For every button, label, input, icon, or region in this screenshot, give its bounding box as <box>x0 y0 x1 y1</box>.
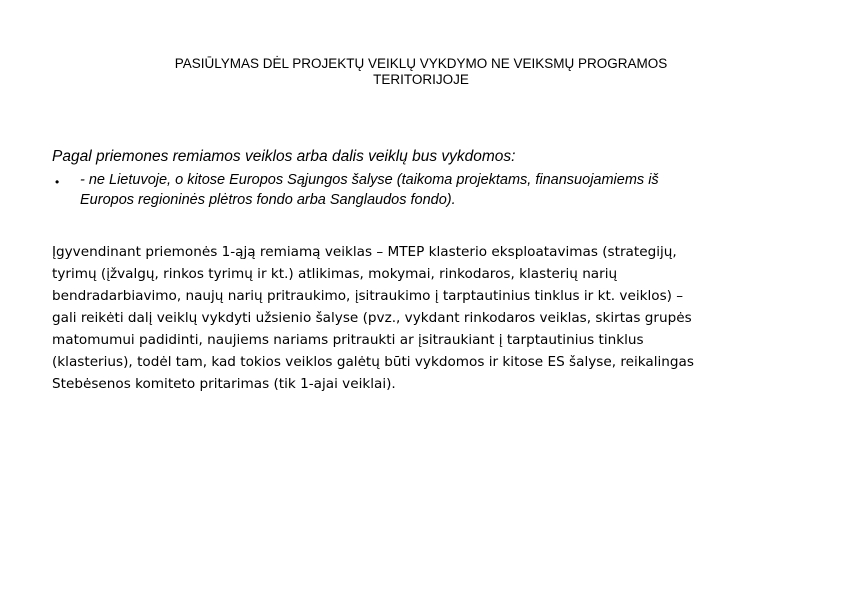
bullet-line: - ne Lietuvoje, o kitose Europos Sąjungos šalyse (taikoma projektams, finansuojamiems iš <box>80 172 659 188</box>
paragraph-line: (klasterius), todėl tam, kad tokios veiklos galėtų būti vykdomos ir kitose ES šalyse, reikalingas <box>52 354 694 370</box>
paragraph-line: bendradarbiavimo, naujų narių pritraukimo, įsitraukimo į tarptautinius tinklus ir kt. veiklos) – <box>52 288 684 304</box>
bullet-item <box>80 170 820 210</box>
bullet-line: Europos regioninės plėtros fondo arba Sanglaudos fondo). <box>80 192 456 208</box>
bullet-marker: • <box>55 175 60 189</box>
page-title <box>60 56 782 88</box>
title-line-2: TERITORIJOJE <box>373 72 469 87</box>
paragraph-line: tyrimų (įžvalgų, rinkos tyrimų ir kt.) atlikimas, mokymai, rinkodaros, klasterių narių <box>52 266 618 282</box>
body-paragraph <box>52 241 812 395</box>
paragraph-line: gali reikėti dalį veiklų vykdyti užsienio šalyse (pvz., vykdant rinkodaros veiklas, skirtas grupės <box>52 310 692 326</box>
paragraph-line: Stebėsenos komiteto pritarimas (tik 1-ajai veiklai). <box>52 376 396 392</box>
paragraph-line: matomumui padidinti, naujiems nariams pritraukti ar įsitraukiant į tarptautinius tinklus <box>52 332 644 348</box>
title-line-1: PASIŪLYMAS DĖL PROJEKTŲ VEIKLŲ VYKDYMO NE VEIKSMŲ PROGRAMOS <box>174 56 668 71</box>
paragraph-line: Įgyvendinant priemonės 1-ąją remiamą veiklas – MTEP klasterio eksploatavimas (strategijų, <box>52 244 677 260</box>
subheading: Pagal priemones remiamos veiklos arba dalis veiklų bus vykdomos: <box>52 148 516 165</box>
